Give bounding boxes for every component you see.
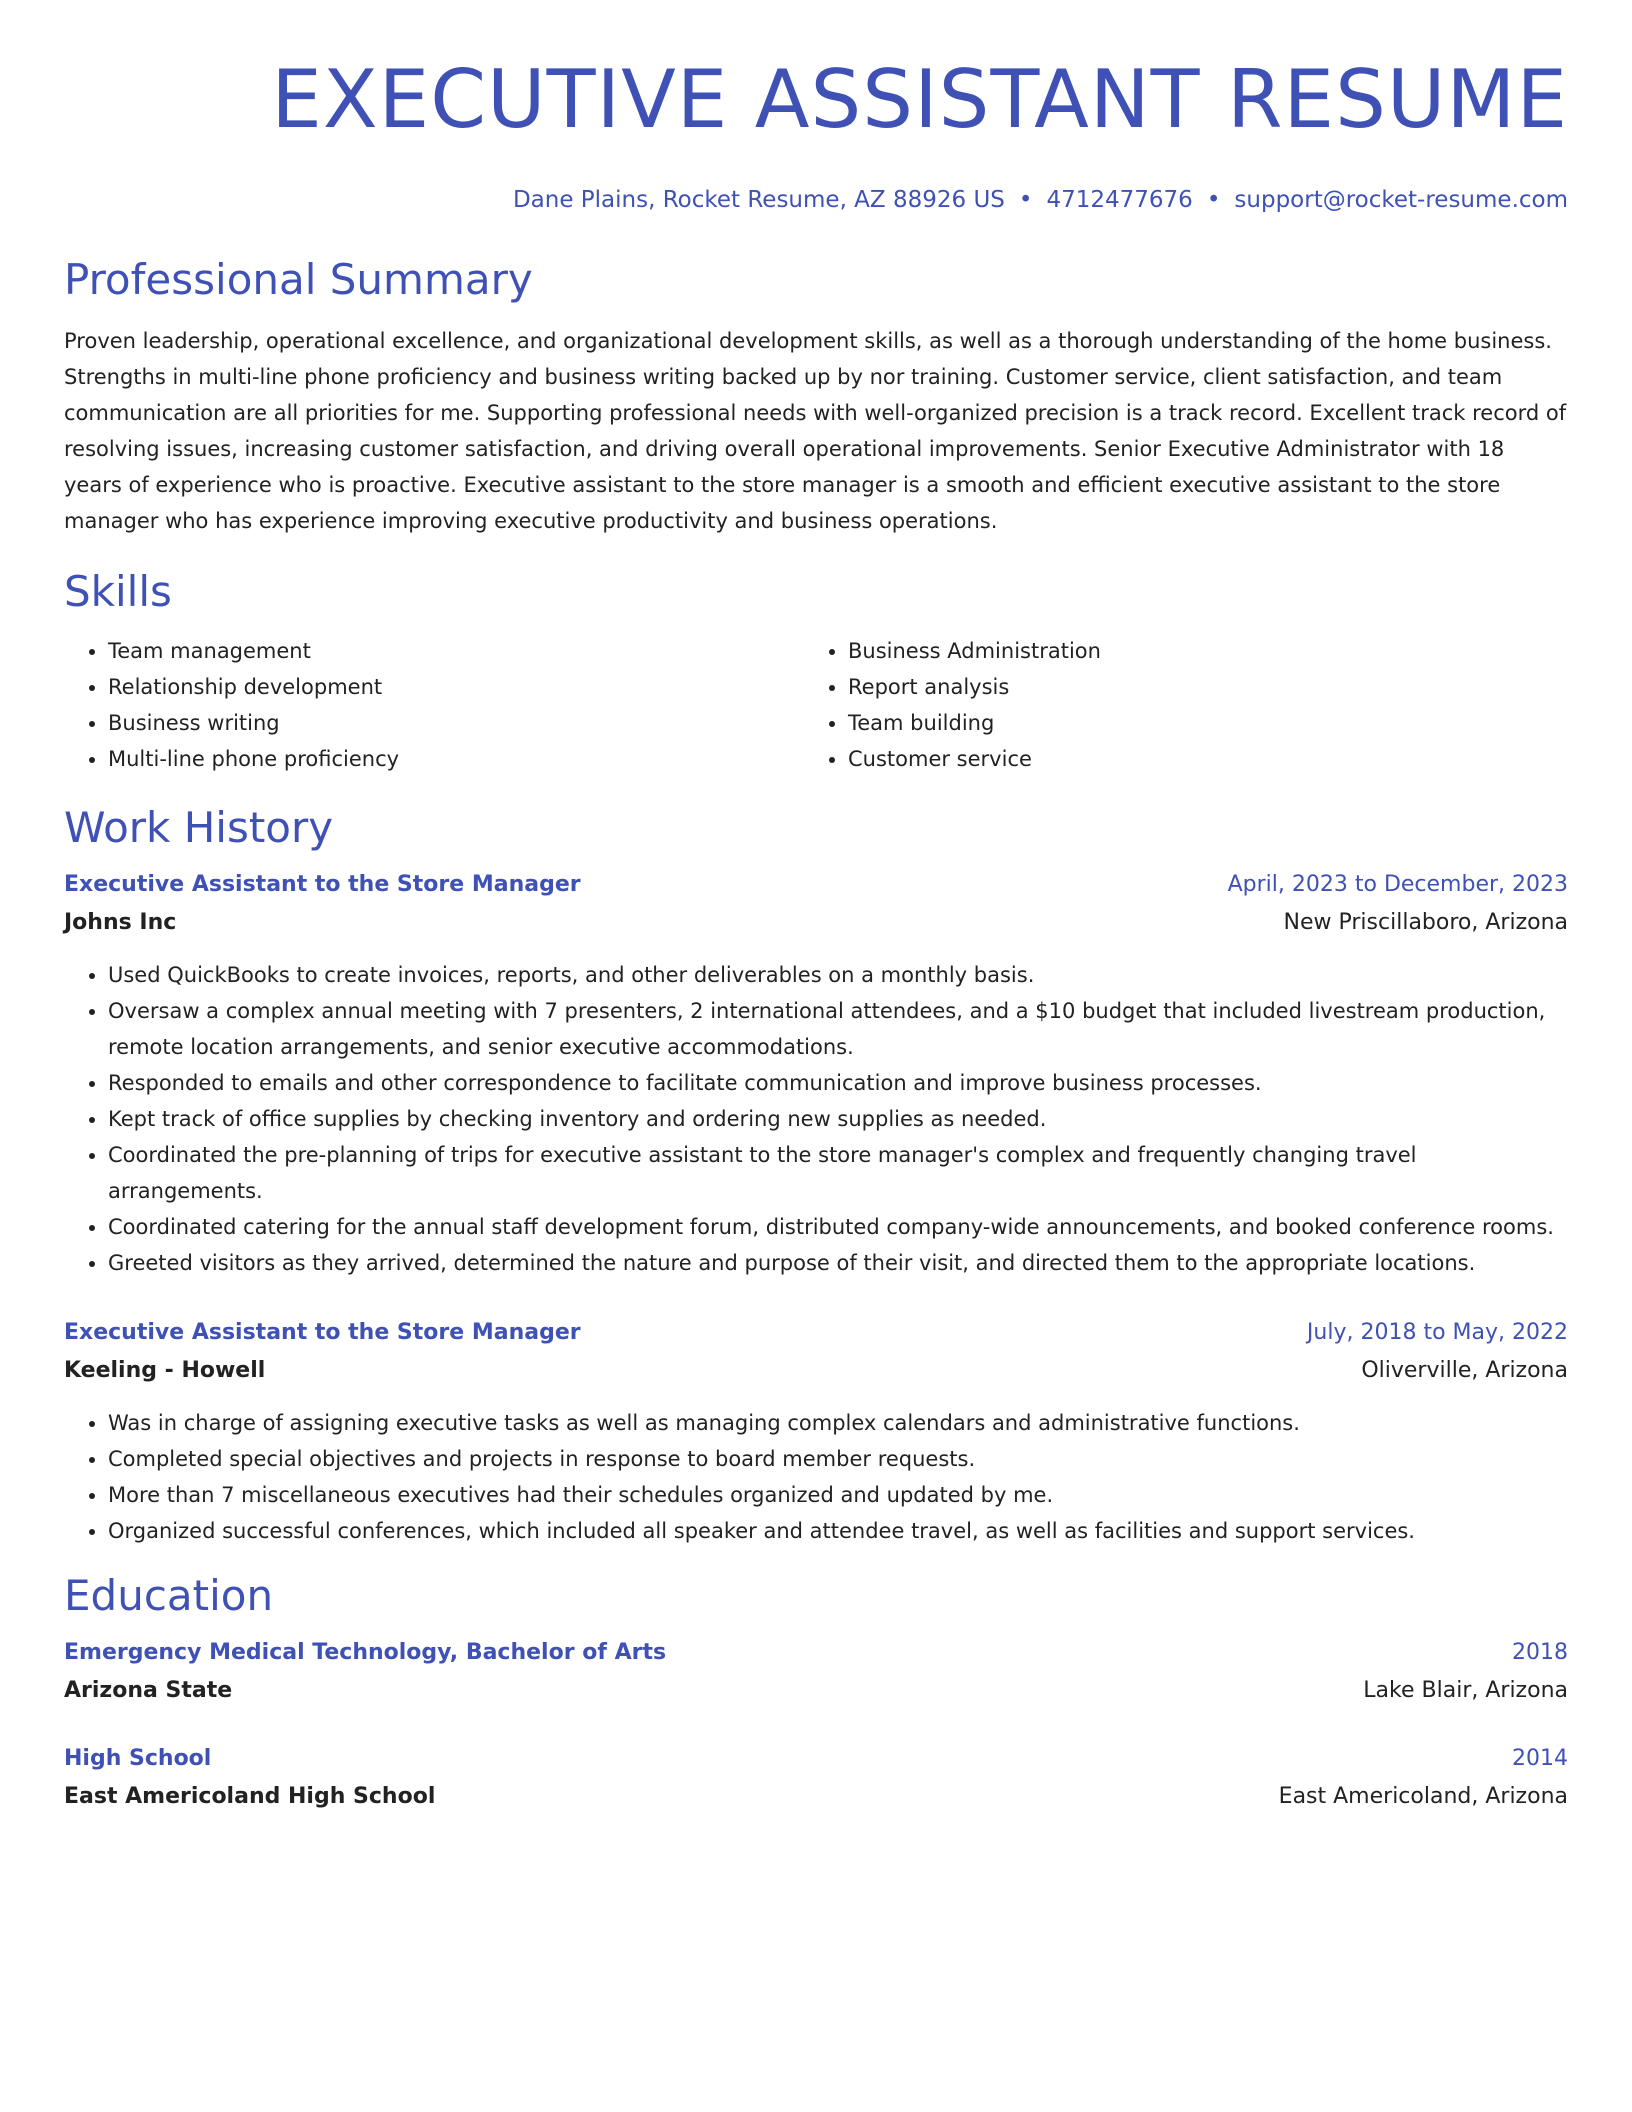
skill-item: • Customer service [848, 741, 1544, 777]
contact-phone[interactable]: 4712477676 [1046, 187, 1193, 213]
skill-item: • Report analysis [848, 669, 1544, 705]
education-school: Arizona State [64, 1678, 233, 1703]
section-title-education: Education [64, 1571, 274, 1620]
job-bullet: • Completed special objectives and projects in response to board member requests. [108, 1441, 1568, 1477]
skill-item: • Business writing [108, 705, 804, 741]
job-title: Executive Assistant to the Store Manager [64, 872, 581, 897]
job-dates: July, 2018 to May, 2022 [1306, 1320, 1568, 1345]
job-bullet: • Coordinated the pre-planning of trips for executive assistant to the store manager's complex and frequently changing travel arrangements. [108, 1137, 1568, 1209]
skill-item: • Relationship development [108, 669, 804, 705]
education-degree: High School [64, 1746, 212, 1771]
contact-email[interactable]: support@rocket-resume.com [1234, 187, 1568, 213]
education-location: Lake Blair, Arizona [1363, 1678, 1568, 1703]
education-year: 2014 [1512, 1746, 1568, 1771]
education-degree: Emergency Medical Technology, Bachelor of Arts [64, 1640, 667, 1665]
job-bullet: • Responded to emails and other correspondence to facilitate communication and improve business processes. [108, 1065, 1568, 1101]
job-company: Johns Inc [64, 910, 177, 935]
job-company: Keeling - Howell [64, 1358, 266, 1383]
section-title-summary: Professional Summary [64, 255, 533, 304]
job-bullet: • More than 7 miscellaneous executives had their schedules organized and updated by me. [108, 1477, 1568, 1513]
skills-column-right [804, 633, 1544, 777]
skill-item: • Team building [848, 705, 1544, 741]
job-bullet: • Kept track of office supplies by checking inventory and ordering new supplies as needed. [108, 1101, 1568, 1137]
skill-item: • Multi-line phone proficiency [108, 741, 804, 777]
education-school: East Americoland High School [64, 1784, 436, 1809]
job-entry [64, 1315, 1568, 1549]
section-title-work-history: Work History [64, 803, 334, 852]
job-location: Oliverville, Arizona [1361, 1358, 1568, 1383]
job-location: New Priscillaboro, Arizona [1283, 910, 1568, 935]
job-bullets [64, 957, 1568, 1281]
contact-separator: • [1018, 187, 1033, 213]
job-bullet: • Was in charge of assigning executive tasks as well as managing complex calendars and administrative functions. [108, 1405, 1568, 1441]
job-bullet: • Greeted visitors as they arrived, determined the nature and purpose of their visit, and directed them to the appropriate locations. [108, 1245, 1568, 1281]
job-bullet: • Organized successful conferences, which included all speaker and attendee travel, as well as facilities and support services. [108, 1513, 1568, 1549]
job-bullet: • Coordinated catering for the annual staff development forum, distributed company-wide announcements, and booked conference rooms. [108, 1209, 1568, 1245]
job-title: Executive Assistant to the Store Manager [64, 1320, 581, 1345]
resume-title: EXECUTIVE ASSISTANT RESUME [271, 53, 1568, 146]
summary-text: Proven leadership, operational excellence, and organizational development skills, as well as a thorough understanding of the home business. Strengths in multi-line phone proficiency and business writing backed up by nor training. Customer service, client satisfaction, and team communication are all priorities for me. Supporting professional needs with well-organized precision is a track record. Excellent track record of resolving issues, increasing customer satisfaction, and driving overall operational improvements. Senior Executive Administrator with 18 years of experience who is proactive. Executive assistant to the store manager is a smooth and efficient executive assistant to the store manager who has experience improving executive productivity and business operations. [64, 329, 1567, 533]
skill-item: • Business Administration [848, 633, 1544, 669]
job-bullet: • Used QuickBooks to create invoices, reports, and other deliverables on a monthly basis. [108, 957, 1568, 993]
contact-line [64, 185, 1568, 215]
section-title-skills: Skills [64, 567, 172, 616]
job-entry [64, 867, 1568, 1281]
education-year: 2018 [1512, 1640, 1568, 1665]
education-location: East Americoland, Arizona [1278, 1784, 1568, 1809]
skills-column-left [64, 633, 804, 777]
education-entry [64, 1741, 1568, 1815]
contact-separator: • [1206, 187, 1221, 213]
skills-list [64, 633, 1568, 777]
contact-address: Dane Plains, Rocket Resume, AZ 88926 US [512, 187, 1005, 213]
education-entry [64, 1635, 1568, 1709]
job-bullet: • Oversaw a complex annual meeting with 7 presenters, 2 international attendees, and a $10 budget that included livestream production, remote location arrangements, and senior executive accommodations. [108, 993, 1568, 1065]
skill-item: • Team management [108, 633, 804, 669]
job-dates: April, 2023 to December, 2023 [1227, 872, 1568, 897]
job-bullets [64, 1405, 1568, 1549]
